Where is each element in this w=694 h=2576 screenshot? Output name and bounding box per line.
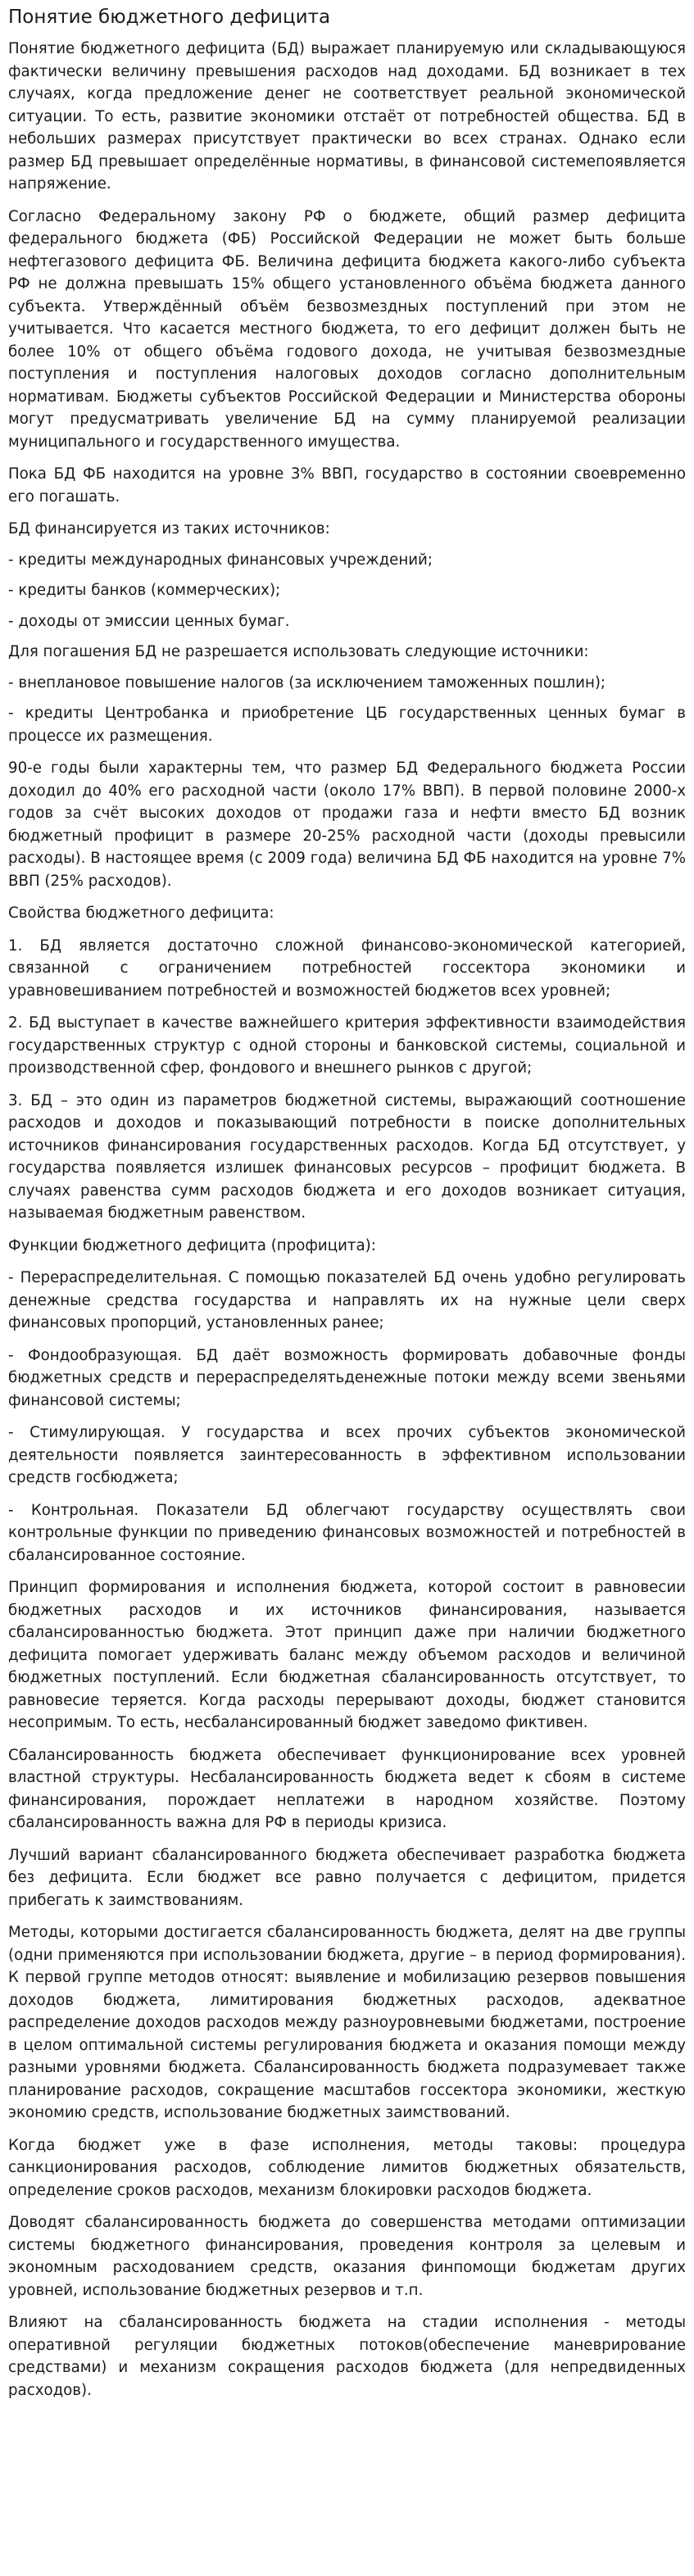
paragraph-property-1: 1. БД является достаточно сложной финансово-экономической категорией, связанной с ограничением потребностей госсектора экономики и уравновешиванием потребностей и возможностей бюджетов всех уровней; (8, 937, 686, 1000)
paragraph-prohibited-heading: Для погашения БД не разрешается использовать следующие источники: (8, 643, 589, 660)
list-item: - доходы от эмиссии ценных бумаг. (8, 612, 290, 630)
paragraph-definition: Понятие бюджетного дефицита (БД) выражает планируемую или складывающуюся фактически величину превышения расходов над доходами. БД возникает в тех случаях, когда предложение денег не соответствует реальной экономической ситуации. То есть, развитие экономики отстаёт от потребностей общества. БД в небольших размерах присутствует практически во всех странах. Однако если размер БД превышает определённые нормативы, в финансовой системепоявляется напряжение. (8, 40, 686, 193)
list-item: - кредиты банков (коммерческих); (8, 582, 281, 599)
paragraph-functions-heading: Функции бюджетного дефицита (профицита): (8, 1236, 376, 1254)
paragraph-best-option: Лучший вариант сбалансированного бюджета обеспечивает разработка бюджета без дефицита. Если бюджет все равно получается с дефицитом, придется прибегать к заимствованиям. (8, 1846, 686, 1909)
paragraph-balance-importance: Сбалансированность бюджета обеспечивает функционирование всех уровней властной структуры. Несбалансированность бюджета ведет к сбоям в системе финансирования, порождает неплатежи в народном хозяйстве. Поэтому сбалансированность важна для РФ в периоды кризиса. (8, 1746, 686, 1831)
paragraph-sources-heading: БД финансируется из таких источников: (8, 520, 330, 537)
page-title: Понятие бюджетного дефицита (8, 7, 331, 28)
article-body (8, 38, 686, 2401)
paragraph-history: 90-е годы были характерны тем, что размер БД Федерального бюджета России доходил до 40% его расходной части (около 17% ВВП). В первой половине 2000-х годов за счёт высоких доходов от продажи газа и нефти вместо БД возник бюджетный профицит в размере 20-25% расходной части (доходы превысили расходы). В настоящее время (с 2009 года) величина БД ФБ находится на уровне 7% ВВП (25% расходов). (8, 760, 686, 890)
list-item: - кредиты Центробанка и приобретение ЦБ государственных ценных бумаг в процессе их размещения. (8, 705, 686, 745)
paragraph-operational-regulation: Влияют на сбалансированность бюджета на стадии исполнения - методы оперативной регуляции бюджетных потоков(обеспечение маневрирование средствами) и механизм сокращения расходов бюджета (для непредвиденных расходов). (8, 2314, 686, 2399)
paragraph-gdp-level: Пока БД ФБ находится на уровне 3% ВВП, государство в состоянии своевременно его погашать. (8, 465, 686, 506)
paragraph-execution-methods: Когда бюджет уже в фазе исполнения, методы таковы: процедура санкционирования расходов, соблюдение лимитов бюджетных обязательств, определение сроков расходов, механизм блокировки расходов бюджета. (8, 2136, 686, 2199)
paragraph-function-stimulating: - Стимулирующая. У государства и всех прочих субъектов экономической деятельности появляется заинтересованность в эффективном использовании средств госбюджета; (8, 1424, 686, 1486)
paragraph-balance-principle: Принцип формирования и исполнения бюджета, которой состоит в равновесии бюджетных расходов и их источников финансирования, называется сбалансированностью бюджета. Этот принцип даже при наличии бюджетного дефицита помогает удерживать баланс между объемом расходов и величиной бюджетных поступлений. Если бюджетная сбалансированность отсутствует, то равновесие теряется. Когда расходы перерывают доходы, бюджет становится несопримым. То есть, несбалансированный бюджет заведомо фиктивен. (8, 1579, 686, 1731)
paragraph-optimization: Доводят сбалансированность бюджета до совершенства методами оптимизации системы бюджетного финансирования, проведения контроля за целевым и экономным расходованием средств, оказания финпомощи бюджетам других уровней, использование бюджетных резервов и т.п. (8, 2214, 686, 2299)
paragraph-function-fund-forming: - Фондообразующая. БД даёт возможность формировать добавочные фонды бюджетных средств и перераспределятьденежные потоки между всеми звеньями финансовой системы; (8, 1346, 686, 1409)
paragraph-federal-law: Согласно Федеральному закону РФ о бюджете, общий размер дефицита федерального бюджета (ФБ) Российской Федерации не может быть больше нефтегазового дефицита ФБ. Величина дефицита бюджета какого-либо субъекта РФ не должна превышать 15% общего установленного объёма бюджета данного субъекта. Утверждённый объём безвозмездных поступлений при этом не учитывается. Что касается местного бюджета, то его дефицит должен быть не более 10% от общего объёма годового дохода, не учитывая безвозмездные поступления и поступления налоговых доходов согласно дополнительным нормативам. Бюджеты субъектов Российской Федерации и Министерства обороны могут предусматривать увеличение БД на сумму планируемой реализации муниципального и государственного имущества. (8, 207, 686, 451)
paragraph-methods: Методы, которыми достигается сбалансированность бюджета, делят на две группы (одни применяются при использовании бюджета, другие – в период формирования). К первой группе методов относят: выявление и мобилизацию резервов повышения доходов бюджета, лимитирования бюджетных расходов, адекватное распределение доходов расходов между разноуровневыми бюджетами, построение в целом оптимальной системы регулирования бюджета и оказания помощи между разными уровнями бюджета. Сбалансированность бюджета подразумевает также планирование расходов, сокращение масштабов госсектора экономики, жесткую экономию средств, использование бюджетных заимствований. (8, 1924, 686, 2121)
paragraph-function-control: - Контрольная. Показатели БД облегчают государству осуществлять свои контрольные функции по приведению финансовых возможностей и потребностей в сбалансированное состояние. (8, 1501, 686, 1564)
paragraph-property-2: 2. БД выступает в качестве важнейшего критерия эффективности взаимодействия государственных структур с одной стороны и банковской системы, социальной и производственной сфер, фондового и внешнего рынков с другой; (8, 1014, 686, 1077)
paragraph-function-redistributive: - Перераспределительная. С помощью показателей БД очень удобно регулировать денежные средства государства и направлять их на нужные цели сверх финансовых пропорций, установленных ранее; (8, 1269, 686, 1331)
list-item: - внеплановое повышение налогов (за исключением таможенных пошлин); (8, 673, 606, 692)
paragraph-properties-heading: Свойства бюджетного дефицита: (8, 905, 274, 922)
paragraph-property-3: 3. БД – это один из параметров бюджетной системы, выражающий соотношение расходов и доходов и показывающий потребности в поиске дополнительных источников финансирования государственных расходов. Когда БД отсутствует, у государства появляется излишек финансовых ресурсов – профицит бюджета. В случаях равенства сумм расходов бюджета и его доходов возникает ситуация, называемая бюджетным равенством. (8, 1091, 686, 1222)
list-item: - кредиты международных финансовых учреждений; (8, 551, 433, 569)
